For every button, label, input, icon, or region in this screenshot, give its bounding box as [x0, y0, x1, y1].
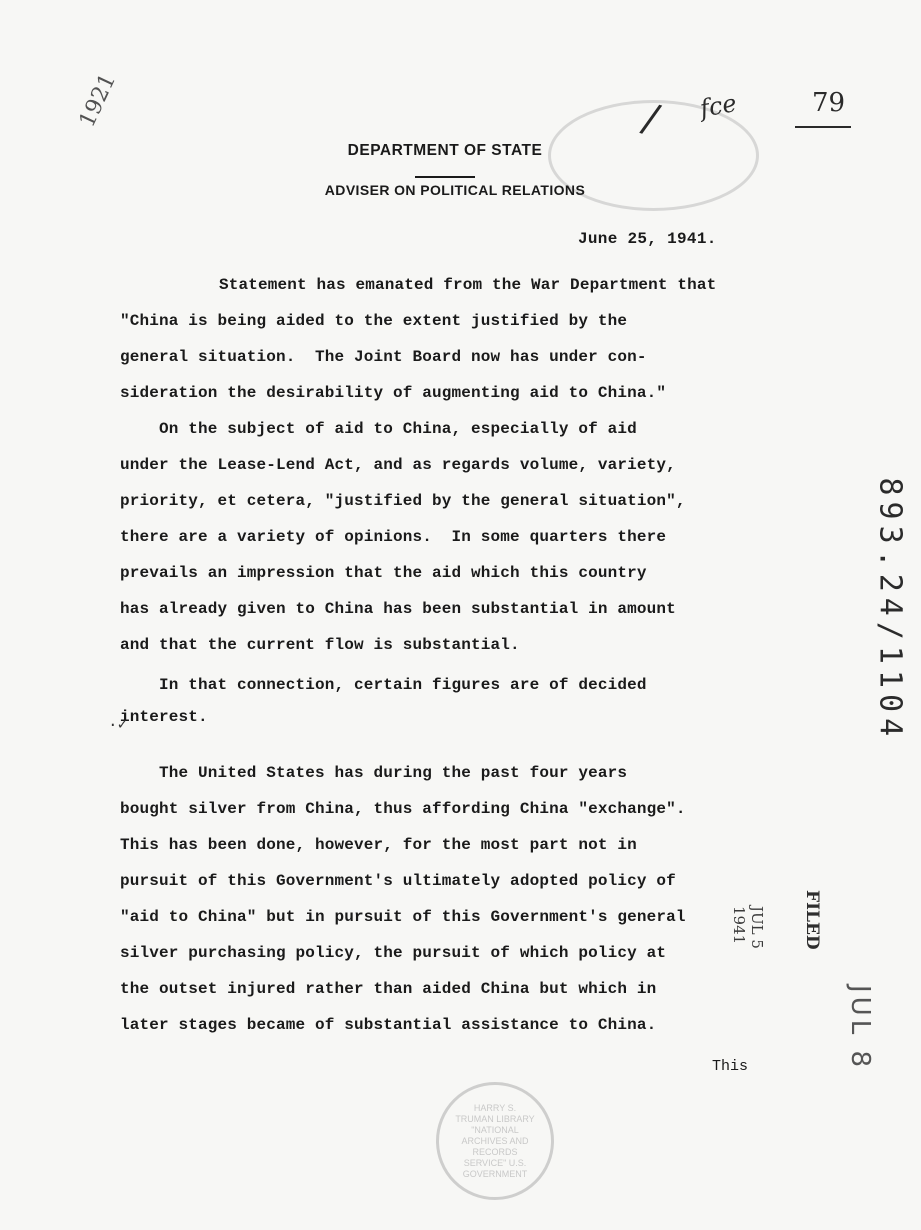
file-number: 893.24/1104 [872, 477, 908, 743]
filed-date: JUL 5 1941 [730, 906, 766, 949]
page-number-underline [795, 126, 851, 128]
body-line: priority, et cetera, "justified by the general situation", [120, 492, 686, 510]
body-line: "aid to China" but in pursuit of this Government's general [120, 908, 686, 926]
department-heading: DEPARTMENT OF STATE [347, 142, 543, 159]
margin-note: 1921 [74, 69, 122, 132]
body-line: general situation. The Joint Board now has under con- [120, 348, 647, 366]
side-date: JUL 8 [845, 985, 875, 1071]
filed-stamp: FILED [802, 890, 822, 950]
body-line: prevails an impression that the aid which this country [120, 564, 647, 582]
body-line: and that the current flow is substantial. [120, 636, 520, 654]
body-line: silver purchasing policy, the pursuit of which policy at [120, 944, 667, 962]
body-line: later stages became of substantial assistance to China. [120, 1016, 657, 1034]
body-line: The United States has during the past four years [120, 764, 628, 782]
body-line: sideration the desirability of augmenting aid to China." [120, 384, 667, 402]
handwritten-initials: fce [697, 89, 739, 123]
seal-text: HARRY S. TRUMAN LIBRARY "NATIONAL ARCHIVES AND RECORDS SERVICE" U.S. GOVERNMENT [455, 1102, 535, 1179]
body-line: under the Lease-Lend Act, and as regards volume, variety, [120, 456, 676, 474]
archives-seal [436, 1082, 554, 1200]
body-line: has already given to China has been substantial in amount [120, 600, 676, 618]
memo-date: June 25, 1941. [578, 230, 717, 248]
body-line: the outset injured rather than aided China but which in [120, 980, 657, 998]
office-heading: ADVISER ON POLITICAL RELATIONS [324, 182, 586, 198]
margin-tick: ·✓ [108, 716, 128, 734]
body-line: "China is being aided to the extent justified by the [120, 312, 628, 330]
body-line: pursuit of this Government's ultimately adopted policy of [120, 872, 676, 890]
body-line: Statement has emanated from the War Department that [180, 276, 717, 294]
body-line: In that connection, certain figures are of decided [120, 676, 647, 694]
body-line: This has been done, however, for the most part not in [120, 836, 637, 854]
body-line: On the subject of aid to China, especially of aid [120, 420, 637, 438]
page-number: 79 [812, 88, 846, 118]
body-line: interest. [120, 708, 208, 726]
body-line: there are a variety of opinions. In some quarters there [120, 528, 667, 546]
header-rule [415, 176, 475, 178]
continuation-word: This [712, 1058, 749, 1075]
body-line: bought silver from China, thus affording China "exchange". [120, 800, 686, 818]
slash-mark: / [637, 95, 665, 143]
